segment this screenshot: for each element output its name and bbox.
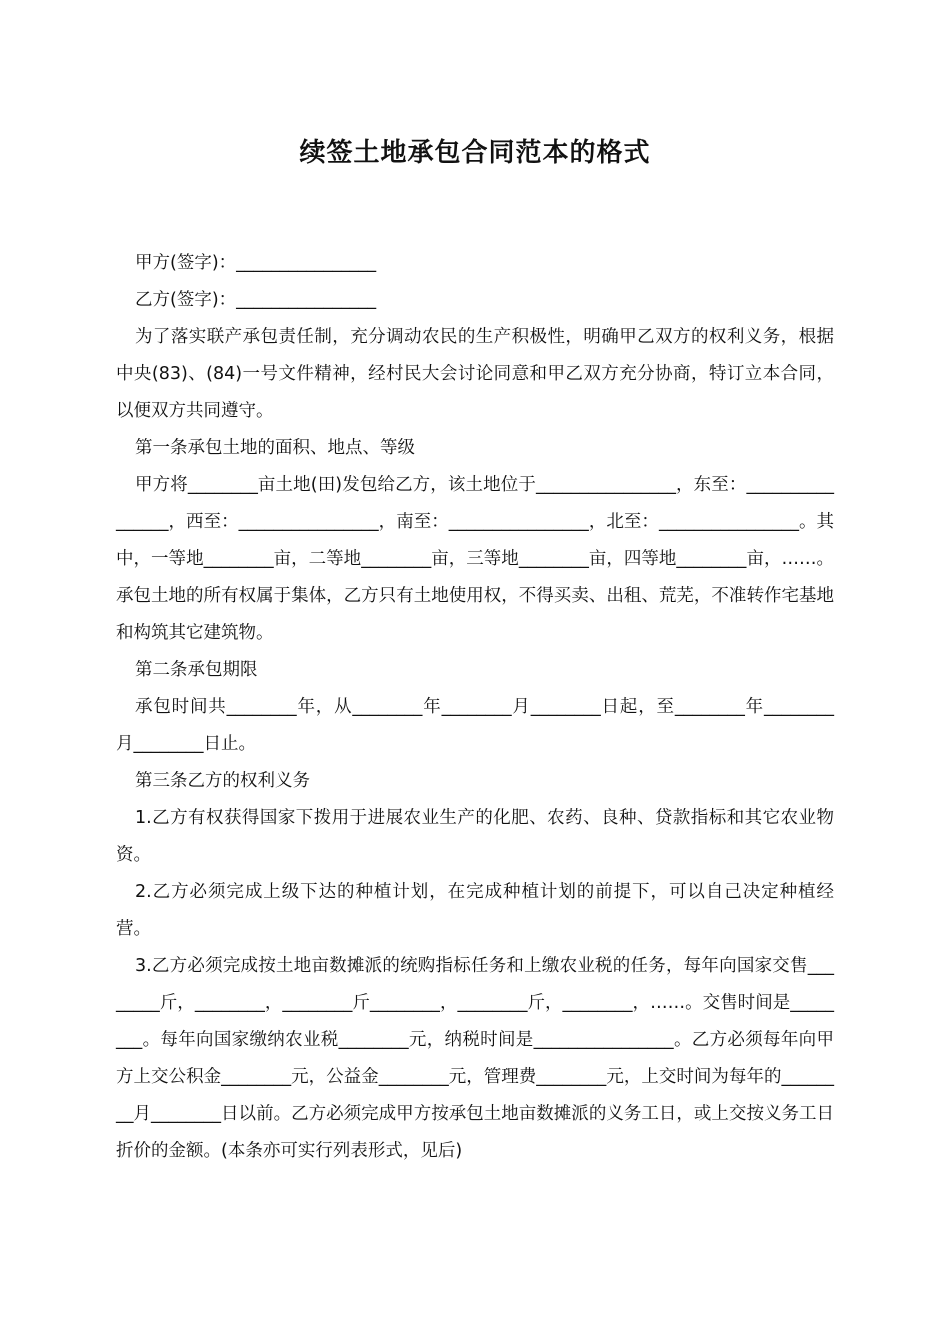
article-3-heading: 第三条乙方的权利义务: [135, 771, 310, 791]
article-1-paragraph: 甲方将________亩土地(田)发包给乙方，该土地位于________________，东至：________________，西至：________________，南至：________________，北至：________________。其中，一等地________亩，二等地________亩，三等地________亩，四等地________亩，……。承包土地的所有权属于集体，乙方只有土地使用权，不得买卖、出租、荒芜，不准转作宅基地和构筑其它建筑物。: [116, 475, 834, 643]
preamble-paragraph: 为了落实联产承包责任制，充分调动农民的生产积极性，明确甲乙双方的权利义务，根据中央(83)、(84)一号文件精神，经村民大会讨论同意和甲乙双方充分协商，特订立本合同，以便双方共同遵守。: [116, 327, 834, 421]
party-b-signature-line: 乙方(签字)：________________: [135, 290, 377, 310]
article-2-paragraph: 承包时间共________年，从________年________月________日起，至________年________月________日止。: [116, 697, 834, 754]
article-3-item-3: 3.乙方必须完成按土地亩数摊派的统购指标任务和上缴农业税的任务，每年向国家交售________斤，________，________斤________，________斤，________，……。交售时间是________。每年向国家缴纳农业税________元，纳税时间是________________。乙方必须每年向甲方上交公积金________元，公益金________元，管理费________元，上交时间为每年的________月________日以前。乙方必须完成甲方按承包土地亩数摊派的义务工日，或上交按义务工日折价的金额。(本条亦可实行列表形式，见后): [116, 956, 834, 1161]
document-body: [116, 245, 834, 1170]
article-1-heading: 第一条承包土地的面积、地点、等级: [135, 438, 415, 458]
party-a-signature-line: 甲方(签字)：________________: [135, 253, 377, 273]
article-3-item-1: 1.乙方有权获得国家下拨用于进展农业生产的化肥、农药、良种、贷款指标和其它农业物资。: [116, 808, 834, 865]
document-title: 续签土地承包合同范本的格式: [299, 138, 651, 168]
article-2-heading: 第二条承包期限: [135, 660, 258, 680]
article-3-item-2: 2.乙方必须完成上级下达的种植计划，在完成种植计划的前提下，可以自己决定种植经营。: [116, 882, 834, 939]
